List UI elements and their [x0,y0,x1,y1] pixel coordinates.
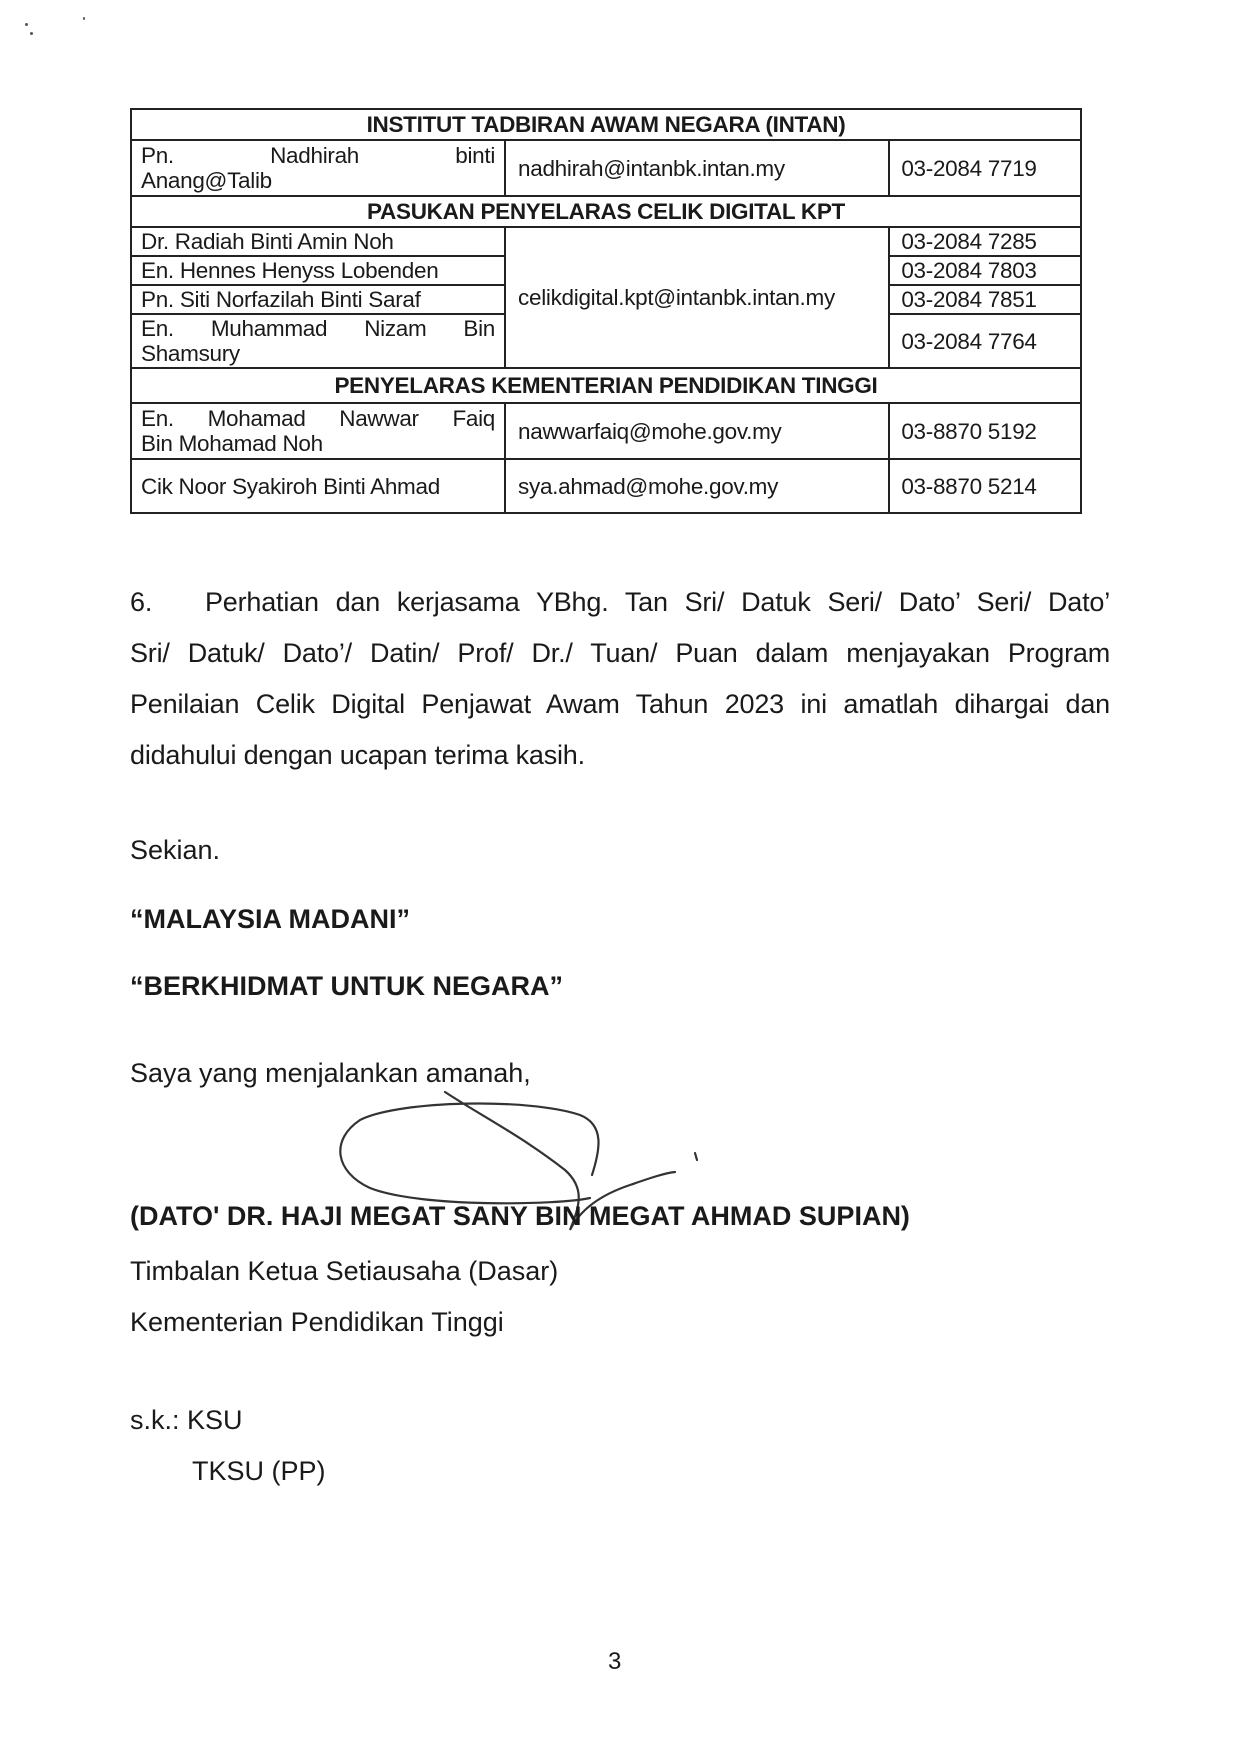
section-heading-intan: INSTITUT TADBIRAN AWAM NEGARA (INTAN) [131,109,1081,140]
contact-email-shared: celikdigital.kpt@intanbk.intan.my [505,227,889,368]
closing-saya: Saya yang menjalankan amanah, [130,1058,531,1088]
name-part: Pn. [141,143,174,168]
contacts-table [130,108,1082,514]
paragraph-line: Penilaian Celik Digital Penjawat Awam Tahun 2023 ini amatlah dihargai dan [130,689,1110,719]
signature-tick [695,1153,697,1160]
scan-speck [25,23,28,26]
section-heading-row [131,109,1081,140]
motto-malaysia-madani: “MALAYSIA MADANI” [130,904,411,934]
contact-email: nadhirah@intanbk.intan.my [505,140,889,196]
table-row [131,140,1081,196]
section-heading-row [131,196,1081,227]
name-line2: Shamsury [141,341,240,366]
section-heading-kpt-coordinator: PENYELARAS KEMENTERIAN PENDIDIKAN TINGGI [131,368,1081,403]
paragraph-line [130,577,1110,628]
cc-tksu: TKSU (PP) [192,1456,326,1486]
name-part: Muhammad [210,316,328,341]
name-part: En. [141,316,174,341]
paragraph-6 [130,577,1110,781]
section-heading-kpt: PASUKAN PENYELARAS CELIK DIGITAL KPT [131,196,1081,227]
section-heading-row [131,368,1081,403]
name-part: Mohamad [207,406,306,431]
name-part: Nawwar [339,406,419,431]
signature-loop [340,1104,598,1204]
table-row [131,227,1081,256]
contact-name: Dr. Radiah Binti Amin Noh [131,227,505,256]
name-line2: Bin Mohamad Noh [141,431,323,456]
paragraph-line: Sri/ Datuk/ Dato’/ Datin/ Prof/ Dr./ Tuan/ Puan dalam menjayakan Program [130,638,1110,668]
contact-phone: 03-2084 7803 [889,256,1081,285]
signatory-name: (DATO' DR. HAJI MEGAT SANY BIN MEGAT AHMAD SUPIAN) [130,1201,910,1231]
contact-name: En. Hennes Henyss Lobenden [131,256,505,285]
contact-phone: 03-2084 7719 [889,140,1081,196]
name-line2: Anang@Talib [141,168,272,193]
cc-ksu: s.k.: KSU [130,1405,243,1435]
contact-name: Cik Noor Syakiroh Binti Ahmad [131,459,505,513]
paragraph-number: 6. [130,587,153,617]
contact-email: nawwarfaiq@mohe.gov.my [505,403,889,459]
table-row [131,459,1081,513]
closing-sekian: Sekian. [130,835,221,865]
name-part: En. [141,406,174,431]
contact-phone: 03-2084 7851 [889,285,1081,314]
contact-name [131,314,505,368]
contact-phone: 03-2084 7285 [889,227,1081,256]
contact-phone: 03-8870 5192 [889,403,1081,459]
scan-speck [30,32,33,35]
name-part: Nadhirah [270,143,360,168]
table-row [131,403,1081,459]
page-number: 3 [608,1648,622,1675]
contact-email: sya.ahmad@mohe.gov.my [505,459,889,513]
name-part: Faiq [452,406,496,431]
paragraph-line: didahului dengan ucapan terima kasih. [130,740,585,770]
name-part: Bin [463,316,496,341]
paragraph-text: Perhatian dan kerjasama YBhg. Tan Sri/ Datuk Seri/ Dato’ Seri/ Dato’ [205,587,1110,617]
motto-berkhidmat: “BERKHIDMAT UNTUK NEGARA” [130,971,563,1001]
signatory-title: Timbalan Ketua Setiausaha (Dasar) [130,1256,559,1286]
name-part: Nizam [364,316,427,341]
scan-speck [83,17,85,20]
contact-phone: 03-2084 7764 [889,314,1081,368]
contact-phone: 03-8870 5214 [889,459,1081,513]
name-part: binti [455,143,496,168]
contact-name [131,403,505,459]
contact-name: Pn. Siti Norfazilah Binti Saraf [131,285,505,314]
contact-name [131,140,505,196]
signatory-organisation: Kementerian Pendidikan Tinggi [130,1307,504,1337]
